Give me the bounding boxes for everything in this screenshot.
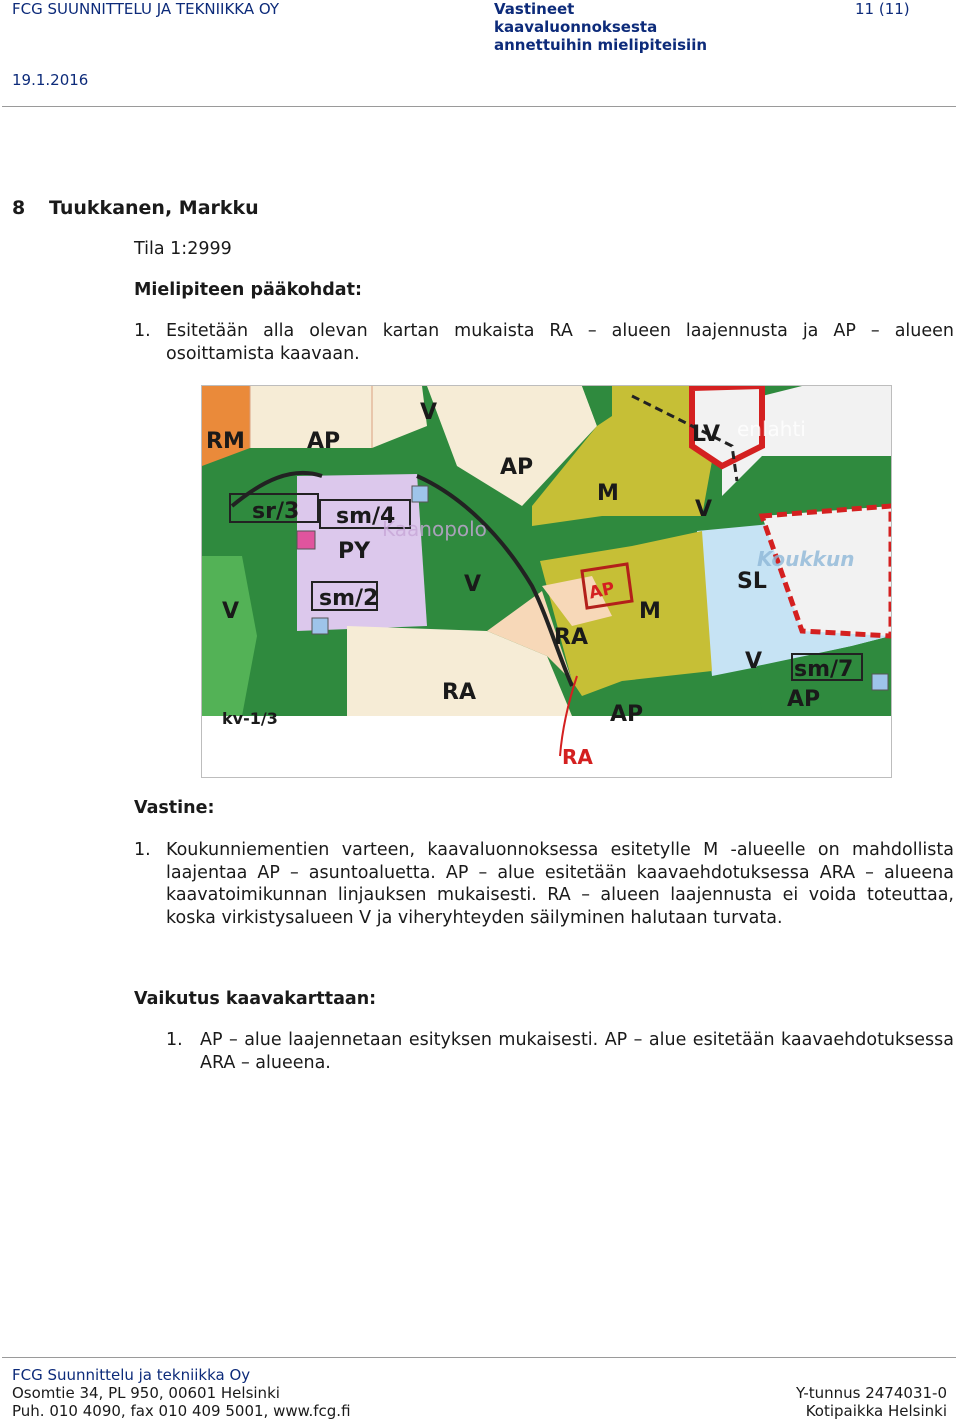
opinion-heading: Mielipiteen pääkohdat: [134,280,362,300]
header-company: FCG SUUNNITTELU JA TEKNIIKKA OY [12,0,280,18]
impact-item [166,1029,954,1074]
tila-text: Tila 1:2999 [134,239,232,259]
map-label-v4: V [464,572,482,597]
map-label-m2: M [639,599,661,624]
title-line-3: annettuihin mielipiteisiin [494,36,708,54]
response-item-number: 1. [134,840,151,860]
section-number: 8 [12,197,26,219]
map-label-ap2: AP [500,455,534,480]
map-label-m1: M [597,481,619,506]
response-list [134,839,954,929]
footer-business-id: Y-tunnus 2474031-0 [795,1384,947,1402]
response-heading: Vastine: [134,798,215,818]
response-item [134,839,954,929]
map-label-ap3: AP [787,687,821,712]
map-label-bottom-left: kv-1/3 [222,709,278,728]
impact-item-number: 1. [166,1030,183,1050]
footer-address: Osomtie 34, PL 950, 00601 Helsinki [12,1384,280,1402]
opinion-item-text: Esitetään alla olevan kartan mukaista RA – alueen laajennusta ja AP – alueen osoittamista kaavaan. [166,321,954,364]
impact-heading: Vaikutus kaavakarttaan: [134,989,377,1009]
section-name: Tuukkanen, Markku [49,197,259,219]
footer-company: FCG Suunnittelu ja tekniikka Oy [12,1366,251,1384]
impact-item-text: AP – alue laajennetaan esityksen mukaisesti. AP – alue esitetään kaavaehdotuksessa ARA – alueena. [200,1030,954,1073]
map-label-kaanopolo: Kaanopolo [382,517,487,541]
map-label-koukku: Koukkun [757,547,855,571]
opinion-list [134,320,954,365]
header-divider [2,106,956,107]
map-label-ra1: RA [554,625,588,650]
footer-domicile: Kotipaikka Helsinki [805,1402,947,1420]
section-heading [12,197,259,219]
map-label-v5: V [745,649,763,674]
footer-divider [2,1357,956,1358]
map-label-sm7: sm/7 [794,657,854,682]
document-title [494,0,754,54]
map-label-v2: V [695,497,713,522]
opinion-item [134,320,954,365]
map-label-ra-red: RA [562,745,593,769]
footer-phone: Puh. 010 4090, fax 010 409 5001, www.fcg.fi [12,1402,351,1420]
title-line-1: Vastineet [494,0,575,18]
impact-list [166,1029,954,1074]
map-label-v3: V [222,599,240,624]
zoning-map-figure [201,385,892,778]
response-item-text: Koukunniementien varteen, kaavaluonnoksessa esitetylle M -alueelle on mahdollista laajentaa AP – asuntoaluetta. AP – alue esitetään kaavaehdotuksessa ARA – alueena kaavatoimikunnan linjauksen mukaisesti. RA – alueen laajennusta ei voida toteuttaa, koska virkistysalueen V ja viheryhteyden säilyminen halutaan turvata. [166,840,954,928]
map-label-lv: LV [692,422,721,447]
map-label-enlahti: enlahti [737,417,806,441]
map-label-sm4: sm/4 [336,504,396,529]
map-label-ap-red: AP [587,578,617,604]
map-label-py: PY [338,539,371,564]
header-date: 19.1.2016 [12,71,89,89]
map-label-ra2: RA [442,680,476,705]
title-line-2: kaavaluonnoksesta [494,18,658,36]
map-label-v1: V [420,400,438,425]
map-label-sl: SL [737,569,767,594]
opinion-item-number: 1. [134,321,151,341]
map-label-rm: RM [206,429,245,454]
zoning-map [202,386,891,777]
map-label-sm2: sm/2 [319,586,379,611]
map-label-ap1: AP [307,429,341,454]
map-label-ap4: AP [610,702,644,727]
page-number: 11 (11) [855,0,910,18]
map-label-sr3: sr/3 [252,499,300,524]
